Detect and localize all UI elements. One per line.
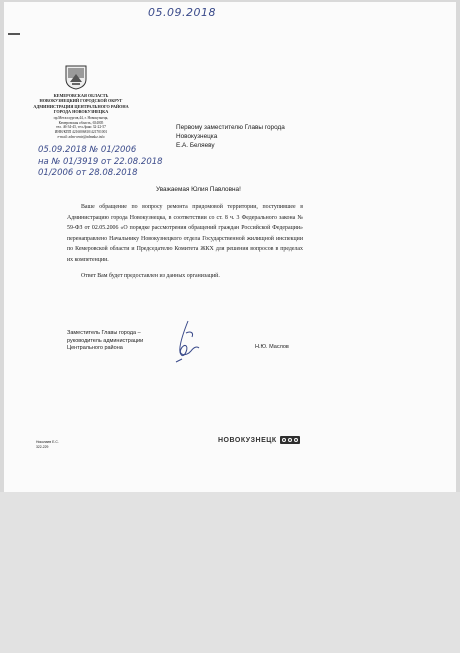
org-line: ГОРОДА НОВОКУЗНЕЦКА bbox=[53, 108, 109, 114]
organization-header bbox=[22, 93, 140, 114]
scan-background bbox=[0, 492, 460, 653]
addressee-line: Первому заместителю Главы города bbox=[176, 124, 285, 131]
greeting: Уважаемая Юлия Павловна! bbox=[156, 186, 241, 193]
body-paragraph: Ваше обращение по вопросу ремонта придомовой территории, поступившее в Администрацию города Новокузнецка, в соответствии со ст. 8 ч. 3 Федерального закона № 59-ФЗ от 02.05.2006 «О порядке рассмотрения обращений граждан Российской Федерации» перенаправлено Начальнику Новокузнецкого отдела Государственной жилищной инспекции по Кемеровской области и Председателю Комитета ЖКХ для решения вопросов в пределах их компетенции. bbox=[67, 204, 303, 263]
position-line: Заместитель Главы города – bbox=[67, 330, 141, 336]
handwritten-signature bbox=[172, 319, 206, 363]
addressee-line: Е.А. Беляеву bbox=[176, 142, 215, 150]
brand-mark-icon bbox=[280, 436, 300, 444]
reference-number: на № 01/3919 от 22.08.2018 bbox=[38, 157, 163, 167]
registration-number: 05.09.2018 № 01/2006 bbox=[38, 145, 137, 155]
executor-name: Николаев Е.С. bbox=[36, 440, 59, 444]
city-brand-logo bbox=[218, 436, 300, 444]
body-paragraph: Ответ Вам будет предоставлен из данных организаций. bbox=[81, 273, 220, 279]
addressee-block bbox=[176, 123, 356, 151]
address-line: Кемеровская область, 654005 bbox=[58, 120, 104, 125]
org-line: КЕМЕРОВСКАЯ ОБЛАСТЬ bbox=[53, 93, 109, 98]
address-line: e-mail: adm-centr@admnkz.info bbox=[57, 134, 105, 139]
coat-of-arms-icon bbox=[64, 64, 88, 90]
scan-mark bbox=[8, 33, 20, 35]
executor-phone: 322-229 bbox=[36, 445, 49, 449]
address-line: тел. 46-34-45, тел./факс 32-22-57 bbox=[56, 125, 106, 130]
address-line: пр.Металлургов,44, г. Новокузнецк, bbox=[53, 116, 109, 120]
signer-name: Н.Ю. Маслов bbox=[255, 344, 289, 350]
brand-text: НОВОКУЗНЕЦК bbox=[218, 436, 277, 444]
position-line: руководитель администрации bbox=[67, 337, 144, 344]
reference-number-2: 01/2006 от 28.08.2018 bbox=[38, 168, 138, 178]
org-line: НОВОКУЗНЕЦКИЙ ГОРОДСКОЙ ОКРУГ bbox=[39, 98, 123, 104]
letter-body bbox=[67, 202, 303, 282]
org-line: АДМИНИСТРАЦИЯ ЦЕНТРАЛЬНОГО РАЙОНА bbox=[33, 103, 129, 109]
organization-address bbox=[36, 116, 126, 140]
signer-position bbox=[67, 330, 177, 353]
executor-info bbox=[36, 440, 59, 450]
position-line: Центрального района bbox=[67, 345, 123, 352]
address-line: ИНН/КПП 4216006810/421701001 bbox=[54, 130, 108, 135]
handwritten-date: 05.09.2018 bbox=[148, 6, 216, 19]
addressee-line: Новокузнецка bbox=[176, 133, 218, 141]
